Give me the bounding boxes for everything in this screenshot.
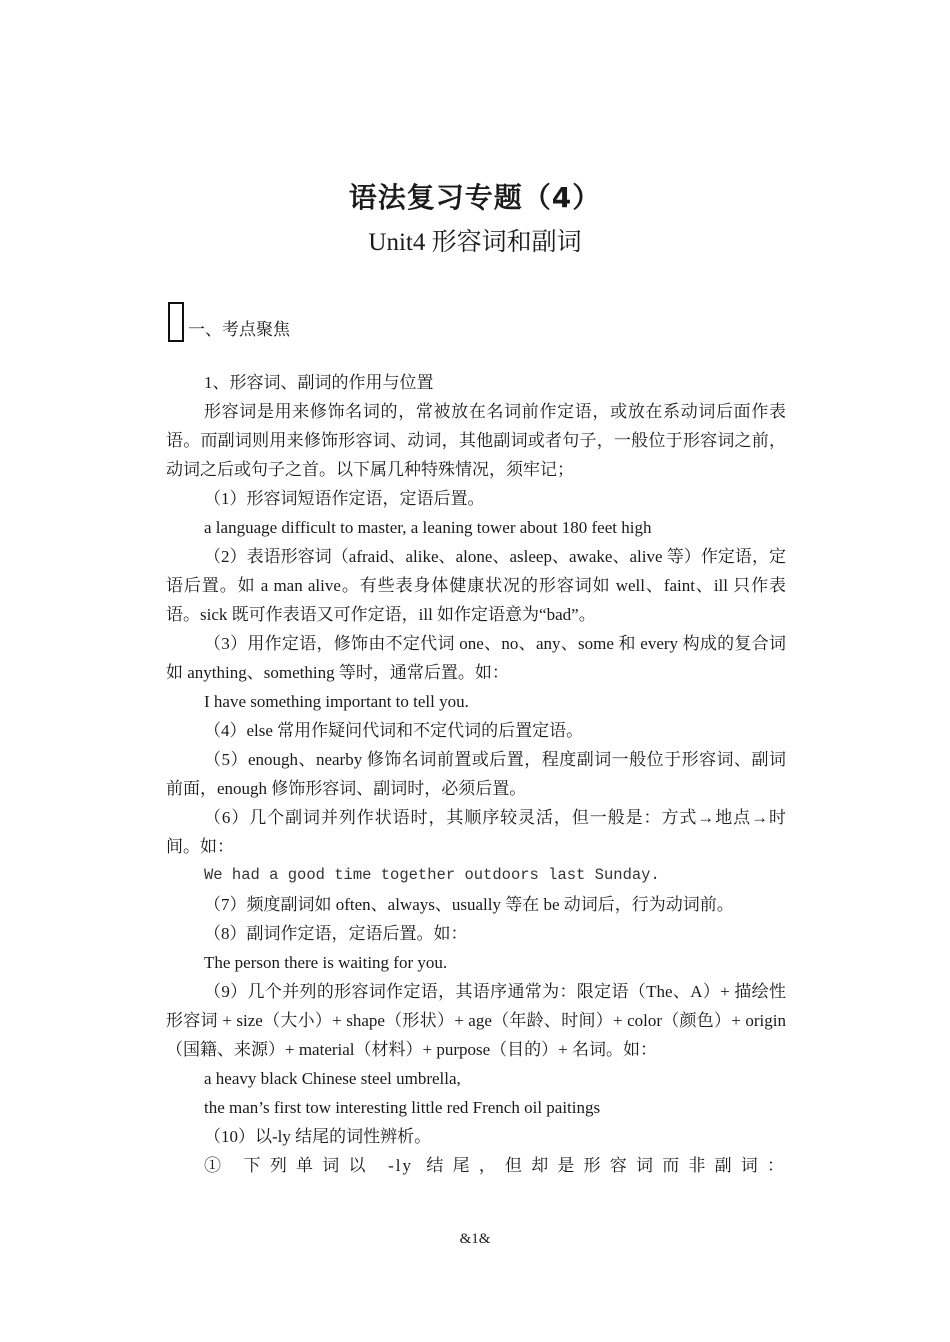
example-sentence: The person there is waiting for you. [204,953,448,972]
paragraph: （2）表语形容词（afraid、alike、alone、asleep、awake、alive 等）作定语，定语后置。如 a man alive。有些表身体健康状况的形容词如 well、faint、ill 只作表语。sick 既可作表语又可作定语，ill 如作定语意为“bad”。 [166,547,786,624]
paragraph: （1）形容词短语作定语，定语后置。 [204,489,485,508]
paragraph: （5）enough、nearby 修饰名词前置或后置，程度副词一般位于形容词、副词前面，enough 修饰形容词、副词时，必须后置。 [166,750,786,798]
page-title: 语法复习专题（4） [348,181,602,214]
paragraph: （6）几个副词并列作状语时，其顺序较灵活，但一般是：方式→地点→时间。如： [166,808,786,856]
document-body [166,368,786,1180]
paragraph: 1、形容词、副词的作用与位置 [204,373,434,392]
example-sentence: a language difficult to master, a leaning tower about 180 feet high [204,518,652,537]
section-heading-label: 一、考点聚焦 [188,320,290,339]
page-subtitle: Unit4 形容词和副词 [368,229,582,256]
paragraph: （8）副词作定语，定语后置。如： [204,924,468,943]
example-sentence: the man’s first tow interesting little red French oil paitings [204,1098,601,1117]
paragraph: （10）以-ly 结尾的词性辨析。 [204,1127,432,1146]
page-footer: &1& [459,1231,491,1247]
example-sentence: a heavy black Chinese steel umbrella, [204,1069,461,1088]
paragraph: （9）几个并列的形容词作定语，其语序通常为：限定语（The、A）+ 描绘性形容词 + size（大小）+ shape（形状）+ age（年龄、时间）+ color（颜色）+ origin（国籍、来源）+ material（材料）+ purpose（目的）+ 名词。如： [166,982,786,1059]
paragraph: （3）用作定语，修饰由不定代词 one、no、any、some 和 every 构成的复合词如 anything、something 等时，通常后置。如： [166,634,786,682]
paragraph: （7）频度副词如 often、always、usually 等在 be 动词后，行为动词前。 [204,895,734,914]
section-heading [168,296,290,342]
example-sentence: We had a good time together outdoors last Sunday. [204,866,660,884]
paragraph: ① 下列单词以 -ly 结尾，但却是形容词而非副词： [204,1156,786,1175]
example-sentence: I have something important to tell you. [204,692,469,711]
placeholder-box-icon [168,302,184,342]
paragraph: 形容词是用来修饰名词的，常被放在名词前作定语，或放在系动词后面作表语。而副词则用来修饰形容词、动词，其他副词或者句子，一般位于形容词之前，动词之后或句子之首。以下属几种特殊情况，须牢记； [166,402,786,479]
paragraph: （4）else 常用作疑问代词和不定代词的后置定语。 [204,721,584,740]
